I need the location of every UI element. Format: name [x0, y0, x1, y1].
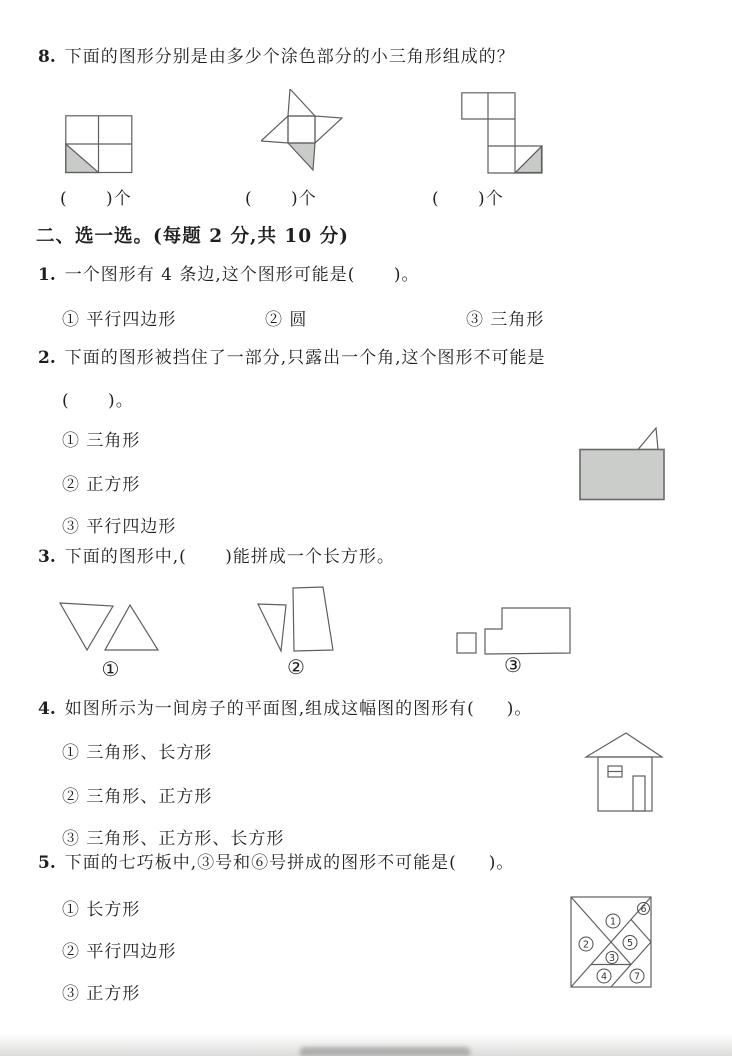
figure-pinwheel [261, 89, 343, 171]
question-4-text: 4. 如图所示为一间房子的平面图,组成这幅图的图形有( )。 [38, 699, 533, 719]
question-4-number: 4. [38, 699, 56, 719]
q1-option-2: ② 圆 [265, 310, 308, 330]
q3-figure-label-1: ① [101, 657, 120, 681]
answer-blank-2: ( )个 [245, 189, 317, 209]
tangram-piece-labels [579, 903, 650, 984]
q2-option-1: ① 三角形 [62, 431, 141, 451]
tangram-label-6: 6 [640, 903, 647, 915]
question-2-text-line2: ( )。 [62, 391, 134, 411]
question-3-text: 3. 下面的图形中,( )能拼成一个长方形。 [38, 547, 395, 567]
q3-figure-label-3: ③ [504, 653, 522, 677]
q4-option-2: ② 三角形、正方形 [62, 787, 213, 807]
q4-option-3: ③ 三角形、正方形、长方形 [62, 829, 285, 849]
q1-option-1: ① 平行四边形 [62, 310, 177, 330]
figure-two-triangles [58, 601, 163, 653]
tangram-label-5: 5 [626, 937, 634, 949]
tangram-label-4: 4 [600, 971, 608, 983]
q5-option-2: ② 平行四边形 [62, 942, 177, 962]
question-8-number: 8. [38, 47, 56, 67]
q4-option-1: ① 三角形、长方形 [62, 743, 213, 763]
question-5-text: 5. 下面的七巧板中,③号和⑥号拼成的图形不可能是( )。 [38, 853, 515, 873]
section-2-title: 二、选一选。(每题 2 分,共 10 分) [36, 226, 349, 247]
tangram-label-7: 7 [633, 971, 641, 983]
question-2-number: 2. [38, 348, 56, 368]
figure-step-squares [461, 92, 543, 174]
figure-grid-square [65, 115, 133, 174]
answer-blank-3: ( )个 [432, 189, 504, 209]
question-2-text-line1: 2. 下面的图形被挡住了一部分,只露出一个角,这个图形不可能是 [38, 348, 546, 368]
question-3-number: 3. [38, 547, 56, 567]
q3-figure-label-2: ② [287, 655, 305, 679]
question-5-number: 5. [38, 853, 56, 873]
figure-tangram [570, 896, 654, 990]
figure-house [582, 729, 666, 815]
question-8-text: 8. 下面的图形分别是由多少个涂色部分的小三角形组成的？ [38, 47, 515, 67]
question-1-number: 1. [38, 265, 56, 285]
tangram-label-1: 1 [609, 916, 617, 928]
q5-option-1: ① 长方形 [62, 900, 141, 920]
tangram-label-3: 3 [608, 952, 616, 964]
figure-covered-shape [575, 421, 670, 501]
q5-option-3: ③ 正方形 [62, 984, 141, 1004]
q2-option-3: ③ 平行四边形 [62, 517, 177, 537]
figure-triangle-trapezoid [255, 585, 337, 653]
question-1-text: 1. 一个图形有 4 条边,这个图形可能是( )。 [38, 265, 420, 285]
question-8 [38, 46, 515, 69]
q1-option-3: ③ 三角形 [466, 310, 545, 330]
answer-blank-1: ( )个 [60, 189, 132, 209]
scan-smudge [300, 1047, 470, 1056]
figure-square-lshape [453, 604, 573, 656]
q2-option-2: ② 正方形 [62, 475, 141, 495]
tangram-label-2: 2 [582, 939, 590, 951]
